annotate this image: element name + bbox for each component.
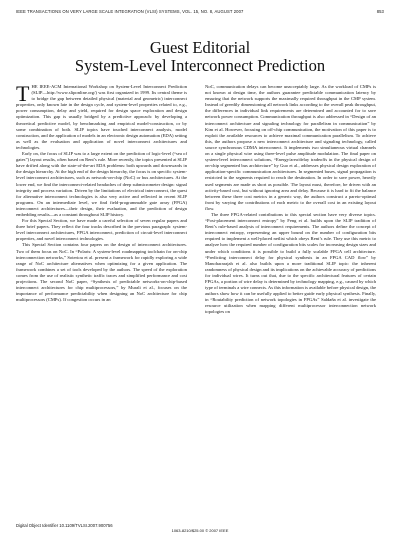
paragraph: Early on, the focus of SLIP was to a large extent on the prediction of logic-level (“sea of gates”) layout results, often based on Rent’s rule. More recently, the topics presented at SLIP have drifted along with the state-of-the-art EDA problems: both upwards and downwards in the design hierarchy. At the high end of the design hierarchy, the focus is on specific system-level interconnect architectures, such as network-on-chip (NoC) or bus architectures. At the lower end, we find the interconnect-related headaches of deep submicrometer design: signal integrity and process variation. Driven by the limitations of electrical interconnect, the quest for alternative interconnect technologies is also very active and reflected in recent SLIP programs. On an intermediate level, we find field-programmable gate array (FPGA) interconnect architectures—their design, their evaluation, and the prediction of design embedding results—as a constant throughout SLIP history. [16,151,187,217]
paper-title: System-Level Interconnect Prediction [74,56,326,75]
paragraph [16,81,187,151]
paragraph-text: HE IEEE-ACM International Workshop on System-Level Interconnect Prediction (SLIP—http://www.sliponline.org/) was first organized in 1999. Its central theme is to bridge the gap between detailed physical (material and geometric) interconnect properties, only known late in the design cycle, and system-level properties related to, e.g., power consumption, delay and yield, required for design space exploration and design optimization. This gap is usually bridged by a predictive approach: by developing a theoretical predictive model, by benchmarking and empirical model-construction, or by some combination of both. SLIP topics have touched interconnect analysis, model construction, and the application of models in an electronic design automation (EDA) setting as well as the evaluation and application of novel interconnect architectures and technologies. [16,84,187,150]
copyright-footer: 1063-8210/$25.00 © 2007 IEEE [171,528,229,533]
paragraph: The three FPGA-related contributions to this special section have very diverse topics. “Post-placement interconnect entropy” by Feng et al. builds upon the SLIP tradition of Rent’s rule-based analysis of interconnect requirements. The authors define the concept of interconnect entropy, representing an upper bound on the number of configuration bits required to implement a well-placed netlist which obeys Rent’s rule. They use this metric to analyze how the required number of configuration bits scales for increasing design sizes and under which conditions it is possible to build a fully scalable FPGA cell architecture. “Predicting interconnect delay for physical synthesis in an FPGA CAD flow” by Manohararajah et al. also builds upon a more traditional SLIP topic: the inherent randomness of physical design and its implications on the achievable accuracy of predictions for individual wires. It turns out that, due to the specific architectural features of certain FPGAs, a portion of wire delay is determined by technology mapping, e.g., caused by which type of terminals a wire connects. As this information is available before physical design, the authors show how it can be usefully applied to better guide early physical synthesis. Finally, in “Routability prediction of network topologies in FPGAs” Saldaña et al. investigate the resource utilization when mapping different multiprocessor interconnection network topologies on [205,211,376,315]
left-column [16,81,187,303]
journal-name: IEEE TRANSACTIONS ON VERY LARGE SCALE INTEGRATION (VLSI) SYSTEMS, VOL. 15, NO. 8, AUGUST 2007 [16,9,244,14]
running-header [16,9,384,14]
doi-footnote: Digital Object Identifier 10.1109/TVLSI.2007.900756 [16,523,113,528]
paragraph: This Special Section contains four papers on the design of interconnect architectures. Two of them focus on NoC. In “Polaris: A system-level roadmapping toolchain for on-chip interconnection networks,” Soteriou et al. present a framework for rapidly exploring a wide range of NoC architecture alternatives when optimizing for a given application. The framework combines a set of tools developed by the authors. The speed of the exploration comes from the use of realistic synthetic traffic traces and simplified performance and cost projections. The second NoC paper, “Synthesis of predictable networks-on-chip-based interconnect architectures for chip multiprocessors,” by Murali et al., focuses on the importance of performance predictability when designing an NoC architecture for chip multiprocessors (CMPs). If congestion occurs in an [16,242,187,303]
right-column [205,84,376,316]
drop-cap: T [16,81,30,106]
page-number: 853 [376,9,384,14]
paragraph: NoC, communication delays can become unacceptably large. As the workload of CMPs is not known at design time, the authors guarantee predictable communication latency by ensuring that the network supports the maximally required throughput in the CMP system. Instead of greedily dimensioning all network links according to the overall peak throughput, the differences in individual link requirements are determined and accounted for to save network power consumption. Communication throughput is also addressed in “Design of an interconnect architecture and signaling technology for parallelism in communication” by Kim et al. However, focusing on off-chip communication, the motivation of this paper is to exploit the available resources to achieve maximal communication parallelism. To achieve this, the authors propose a new interconnect architecture and signaling technology, called source synchronous CDMA interconnect. It implements two simultaneous virtual channels on a single physical wire using three-level pulse amplitude modulation. The final paper on system-level interconnect solutions, “Energy/area/delay tradeoffs in the physical design of on-chip segmented bus architecture” by Guo et al., addresses physical design exploration of application-specific communication architectures. In segmented buses, signal propagation is restricted to the segments required to reach the destination. In order to save power, heavily used segments are made as short as possible. The layout must, therefore, be driven with an activity-based cost, but without ignoring area and delay. Because it is hard to fit the balance between these three cost metrics in a generic way, the authors construct a pareto-optimal front by varying the contributions of each metric to the overall cost in an existing layout flow. [205,84,376,211]
paragraph: For this Special Section, we have made a careful selection of seven regular papers and three brief papers. They reflect the four tracks described in the previous paragraph: system-level interconnect architectures, FPGA interconnect, prediction of circuit-level interconnect properties, and novel interconnect technologies. [16,218,187,242]
section-title: Guest Editorial [149,38,251,57]
